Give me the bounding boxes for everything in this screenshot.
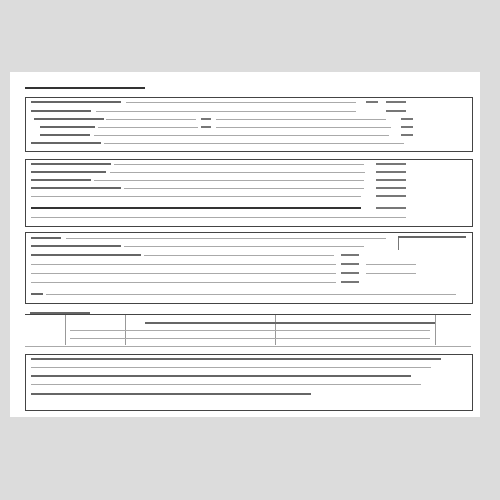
- section-2-value: [376, 179, 406, 181]
- section-3-row-fill: [366, 264, 416, 265]
- section-1-row-fill: [216, 127, 391, 128]
- section-3-row-fill: [31, 282, 336, 283]
- section-1-value: [386, 110, 406, 112]
- section-1-row-fill: [106, 119, 196, 120]
- section-3-value: [341, 254, 359, 256]
- section-1-value: [366, 101, 378, 103]
- section-2-value: [376, 171, 406, 173]
- section-4-heading: [30, 312, 90, 314]
- section-2-row-fill: [110, 172, 365, 173]
- section-1-row: [40, 126, 95, 128]
- section-3-row-fill: [66, 238, 386, 239]
- section-2-row-fill: [124, 188, 364, 189]
- section-1-row: [34, 118, 104, 120]
- section-3-row-fill: [144, 255, 334, 256]
- document-page: [10, 72, 480, 417]
- section-5-box: [25, 354, 473, 411]
- section-1-row: [31, 110, 91, 112]
- section-2-row: [31, 171, 106, 173]
- section-4-row: [70, 338, 430, 339]
- section-4-column-rule: [435, 315, 436, 345]
- section-3-row: [31, 237, 61, 239]
- section-1-code: [201, 118, 211, 120]
- section-2-value: [376, 163, 406, 165]
- section-3-row: [31, 245, 121, 247]
- section-5-row: [31, 393, 311, 395]
- section-2-row-fill: [31, 196, 361, 197]
- section-3-box: [25, 232, 473, 304]
- section-2-row: [31, 187, 121, 189]
- section-2-box: [25, 159, 473, 227]
- section-3-row: [31, 293, 43, 295]
- section-5-row: [31, 367, 431, 368]
- section-3-row-fill: [46, 294, 456, 295]
- section-3-value: [341, 263, 359, 265]
- section-2-value: [376, 207, 406, 209]
- section-4-bottom-rule: [25, 346, 471, 347]
- section-1-row-fill: [104, 143, 404, 144]
- section-1-row-fill: [126, 102, 356, 103]
- section-1-row: [31, 142, 101, 144]
- section-1-value: [386, 101, 406, 103]
- section-3-row-fill: [124, 246, 364, 247]
- section-1-row: [40, 134, 90, 136]
- section-1-value: [401, 126, 413, 128]
- section-3-column-header: [398, 236, 466, 238]
- section-5-row: [31, 384, 421, 385]
- section-2-row: [31, 179, 91, 181]
- section-2-row-fill: [94, 180, 364, 181]
- section-1-value: [401, 118, 413, 120]
- section-2-value: [376, 195, 406, 197]
- section-3-value: [341, 272, 359, 274]
- section-4-row: [70, 330, 430, 331]
- section-2-row-fill: [31, 217, 406, 218]
- section-3-row: [31, 254, 141, 256]
- section-1-row: [31, 101, 121, 103]
- section-2-total-row: [31, 207, 361, 209]
- section-3-value: [341, 281, 359, 283]
- section-1-code: [201, 126, 211, 128]
- section-2-row: [31, 163, 111, 165]
- section-3-row-fill: [31, 264, 336, 265]
- section-2-row-fill: [114, 164, 364, 165]
- section-4-row: [145, 322, 435, 324]
- section-1-row-fill: [96, 111, 356, 112]
- section-5-row: [31, 358, 441, 360]
- section-5-row: [31, 375, 411, 377]
- section-3-row-fill: [31, 273, 336, 274]
- section-3-row-fill: [366, 273, 416, 274]
- section-2-value: [376, 187, 406, 189]
- section-1-box: [25, 97, 473, 152]
- section-1-row-fill: [98, 127, 198, 128]
- section-4-top-rule: [25, 314, 471, 315]
- document-heading-stroke: [25, 87, 145, 89]
- section-4-table: [25, 312, 471, 348]
- section-1-value: [401, 134, 413, 136]
- section-4-column-rule: [65, 315, 66, 345]
- section-1-row-fill: [216, 119, 386, 120]
- section-1-row-fill: [94, 135, 389, 136]
- section-3-column-rule: [398, 236, 399, 250]
